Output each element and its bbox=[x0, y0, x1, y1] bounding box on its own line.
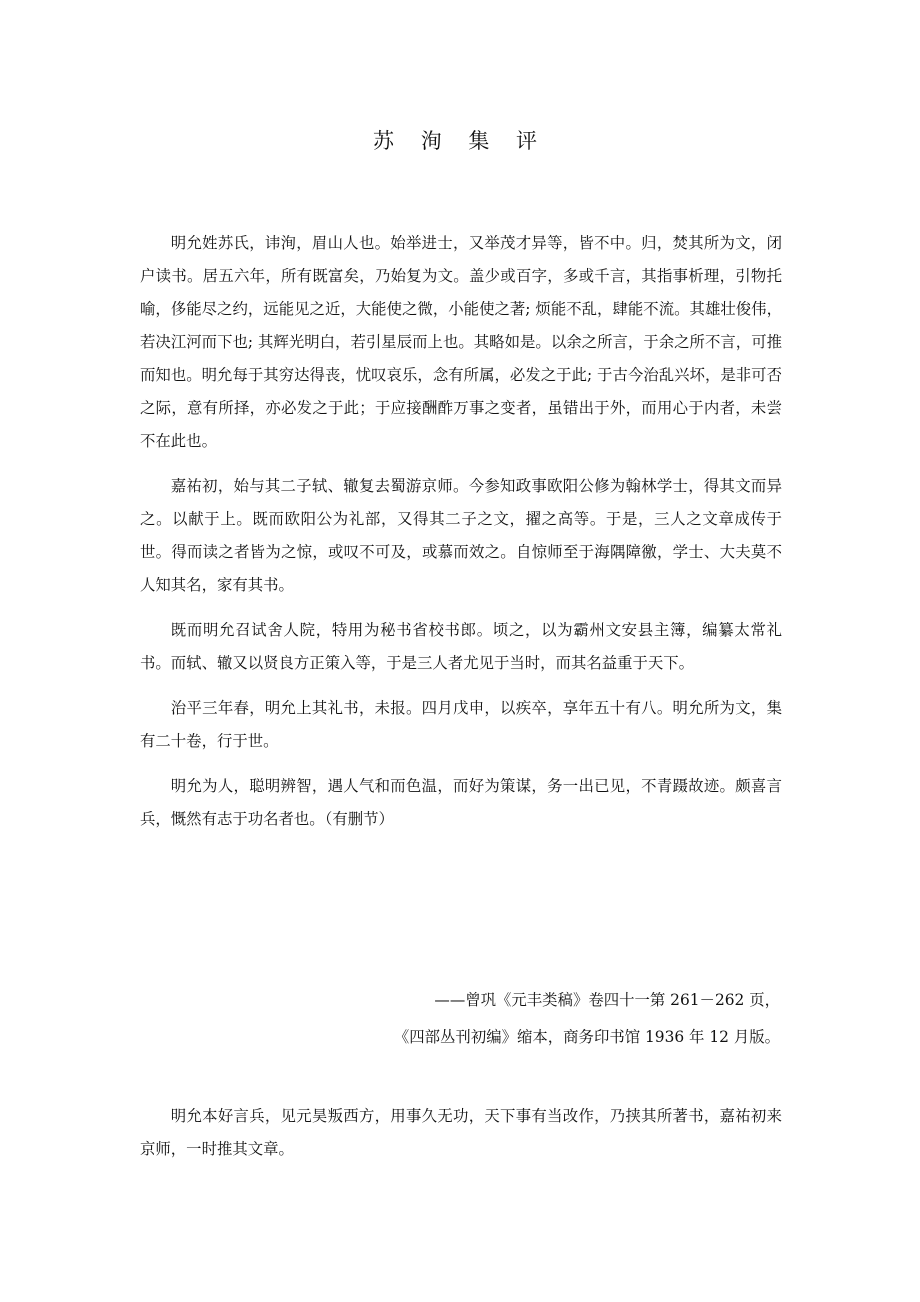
trailing-text bbox=[140, 1100, 782, 1178]
paragraph-1: 明允姓苏氏，讳洵，眉山人也。始举进士，又举茂才异等，皆不中。归，焚其所为文，闭户读书。居五六年，所有既富矣，乃始复为文。盖少或百字，多或千言，其指事析理，引物托喻，侈能尽之约，远能见之近，大能使之微，小能使之著; 烦能不乱，肆能不流。其雄壮俊伟，若决江河而下也; 其辉光明白，若引星辰而上也。其略如是。以余之所言，于余之所不言，可推而知也。明允每于其穷达得丧，忧叹哀乐，念有所属，必发之于此; 于古今治乱兴坏，是非可否之际，意有所择，亦必发之于此；于应接酬酢万事之变者，虽错出于外，而用心于内者，未尝不在此也。 bbox=[140, 234, 782, 450]
paragraph-6: 明允本好言兵，见元昊叛西方，用事久无功，天下事有当改作，乃挟其所著书，嘉祐初来京师，一时推其文章。 bbox=[140, 1107, 782, 1158]
paragraph-4: 治平三年春，明允上其礼书，未报。四月戊申，以疾卒，享年五十有八。明允所为文，集有二十卷，行于世。 bbox=[140, 699, 782, 750]
citation-line-2: 《四部丛刊初编》缩本，商务印书馆 1936 年 12 月版。 bbox=[393, 1028, 780, 1046]
citation-line-1: ——曾巩《元丰类稿》卷四十一第 261－262 页， bbox=[434, 991, 780, 1009]
main-text bbox=[140, 227, 782, 848]
paragraph-5: 明允为人，聪明辨智，遇人气和而色温，而好为策谋，务一出已见，不青蹑故迹。颇喜言兵，慨然有志于功名者也。（有删节） bbox=[140, 777, 782, 828]
paragraph-2: 嘉祐初，始与其二子轼、辙复去蜀游京师。今参知政事欧阳公修为翰林学士，得其文而异之。以献于上。既而欧阳公为礼部，又得其二子之文，擢之高等。于是，三人之文章成传于世。得而读之者皆为之惊，或叹不可及，或慕而效之。自惊师至于海隅障徼，学士、大夫莫不人知其名，家有其书。 bbox=[140, 477, 782, 594]
page-title: 苏 洵 集 评 bbox=[372, 129, 548, 153]
paragraph-3: 既而明允召试舍人院，特用为秘书省校书郎。顷之，以为霸州文安县主簿，编纂太常礼书。而轼、辙又以贤良方正策入等，于是三人者尤见于当时，而其名益重于天下。 bbox=[140, 621, 782, 672]
